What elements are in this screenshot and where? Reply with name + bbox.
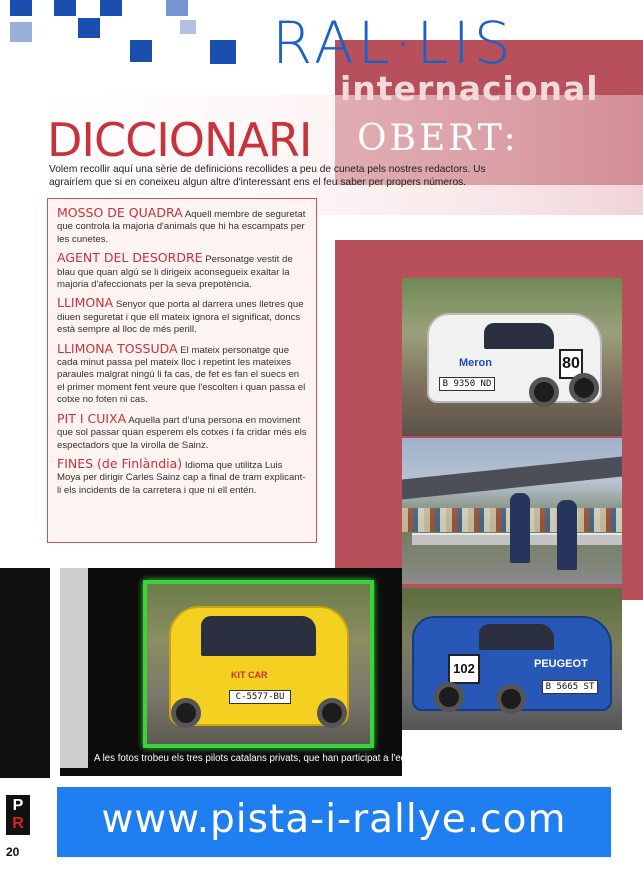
- bridge: [402, 456, 622, 499]
- photo-spectators-bridge: [402, 438, 622, 584]
- checker-square: [78, 18, 100, 38]
- article-title-accent: OBERT:: [357, 118, 519, 159]
- checker-square: [10, 0, 32, 16]
- dictionary-entry: [57, 340, 307, 407]
- entry-term: PIT I CUIXA: [57, 410, 127, 426]
- logo-letter-r: R: [12, 815, 24, 832]
- dictionary-entry: [57, 207, 307, 246]
- checker-square: [100, 0, 122, 16]
- photo-caption: A les fotos trobeu els tres pilots catalans privats, que han participat a l'edició d'enguany: [94, 753, 468, 764]
- dictionary-box: [47, 198, 317, 543]
- photo-yellow-rally-car: [143, 580, 374, 748]
- entry-term: FINES (de Finlàndia): [57, 455, 183, 471]
- intro-text: Volem recollir aquí una sèrie de definicions recollides a peu de cuneta pels nostres redactors. Us agrairíem que si en coneixeu algun altre d'interessant ens el feu saber per propers números.: [49, 164, 486, 188]
- entry-term: MOSSO DE QUADRA: [57, 205, 183, 220]
- entry-definition: El mateix personatge que cada minut passa pel mateix lloc i repetint les mateixes paraules malgrat ningú li fa cas, de fet es fan el suecs en el primer moment fent veure que l'escolten i quan passa el cotxe no foten ni cas.: [57, 344, 306, 406]
- security-officer: [557, 500, 577, 570]
- gray-bar: [60, 568, 88, 768]
- entry-definition: Aquell membre de seguretat que controla la majoria d'animals que hi ha escampats per les cunetes.: [57, 209, 306, 245]
- security-officer: [510, 493, 530, 563]
- dictionary-entry: [57, 455, 307, 497]
- license-plate: B 9350 ND: [439, 377, 495, 391]
- dictionary-entry: [57, 297, 307, 336]
- car-sponsor: Meron: [459, 357, 492, 369]
- entry-term: LLIMONA TOSSUDA: [57, 340, 178, 356]
- entry-definition: Personatge vestit de blau que quan algú se li dirigeix aconsegueix exaltar la majoria d'afeccionats per la seva prepotència.: [57, 254, 293, 291]
- license-plate: B 5665 ST: [542, 680, 598, 694]
- checker-square: [180, 20, 196, 34]
- car-sponsor: PEUGEOT: [534, 658, 588, 670]
- checker-square: [54, 0, 76, 16]
- checker-square: [210, 40, 236, 64]
- magazine-logo: [6, 795, 30, 835]
- black-strip: [0, 568, 50, 778]
- rally-car-white: [427, 313, 602, 403]
- website-url[interactable]: www.pista-i-rallye.com: [101, 797, 567, 842]
- car-number: 80: [559, 349, 583, 379]
- website-banner[interactable]: [57, 787, 611, 857]
- entry-definition: Senyor que porta al darrera unes lletres que diuen seguretat i que ell mateix ignora el significat, doncs està sempre al lloc de més perill.: [57, 299, 304, 336]
- checker-square: [130, 40, 152, 62]
- photo-white-rally-car: [402, 278, 622, 436]
- entry-definition: Aquella part d'una persona en moviment que sol passar quan esperem els cotxes i fa cridar més els espectadors que la virolla de Sainz.: [57, 414, 307, 451]
- photo-blue-rally-car: [402, 588, 622, 730]
- logo-letter-p: P: [12, 797, 24, 814]
- rally-car-yellow: [169, 606, 349, 726]
- section-subtitle: internacional: [340, 69, 599, 108]
- car-sponsor: KIT CAR: [231, 670, 268, 680]
- dictionary-entry: [57, 410, 307, 452]
- page-number: 20: [6, 845, 20, 859]
- entry-definition: Idioma que utilitza Luis Moya per dirigir Carles Sainz cap a final de tram explicant-li els incidents de la carretera i que ni ell entén.: [57, 459, 306, 496]
- license-plate: C-5577-BU: [229, 690, 291, 704]
- entry-term: AGENT DEL DESORDRE: [57, 250, 203, 266]
- section-title: RAL·LIS: [272, 9, 515, 77]
- article-title: DICCIONARI: [47, 113, 312, 167]
- entry-term: LLIMONA: [57, 295, 114, 311]
- car-number: 102: [448, 654, 480, 684]
- dictionary-entry: [57, 252, 307, 291]
- checker-square: [10, 22, 32, 42]
- rally-car-blue: [412, 616, 612, 711]
- checker-square: [166, 0, 188, 16]
